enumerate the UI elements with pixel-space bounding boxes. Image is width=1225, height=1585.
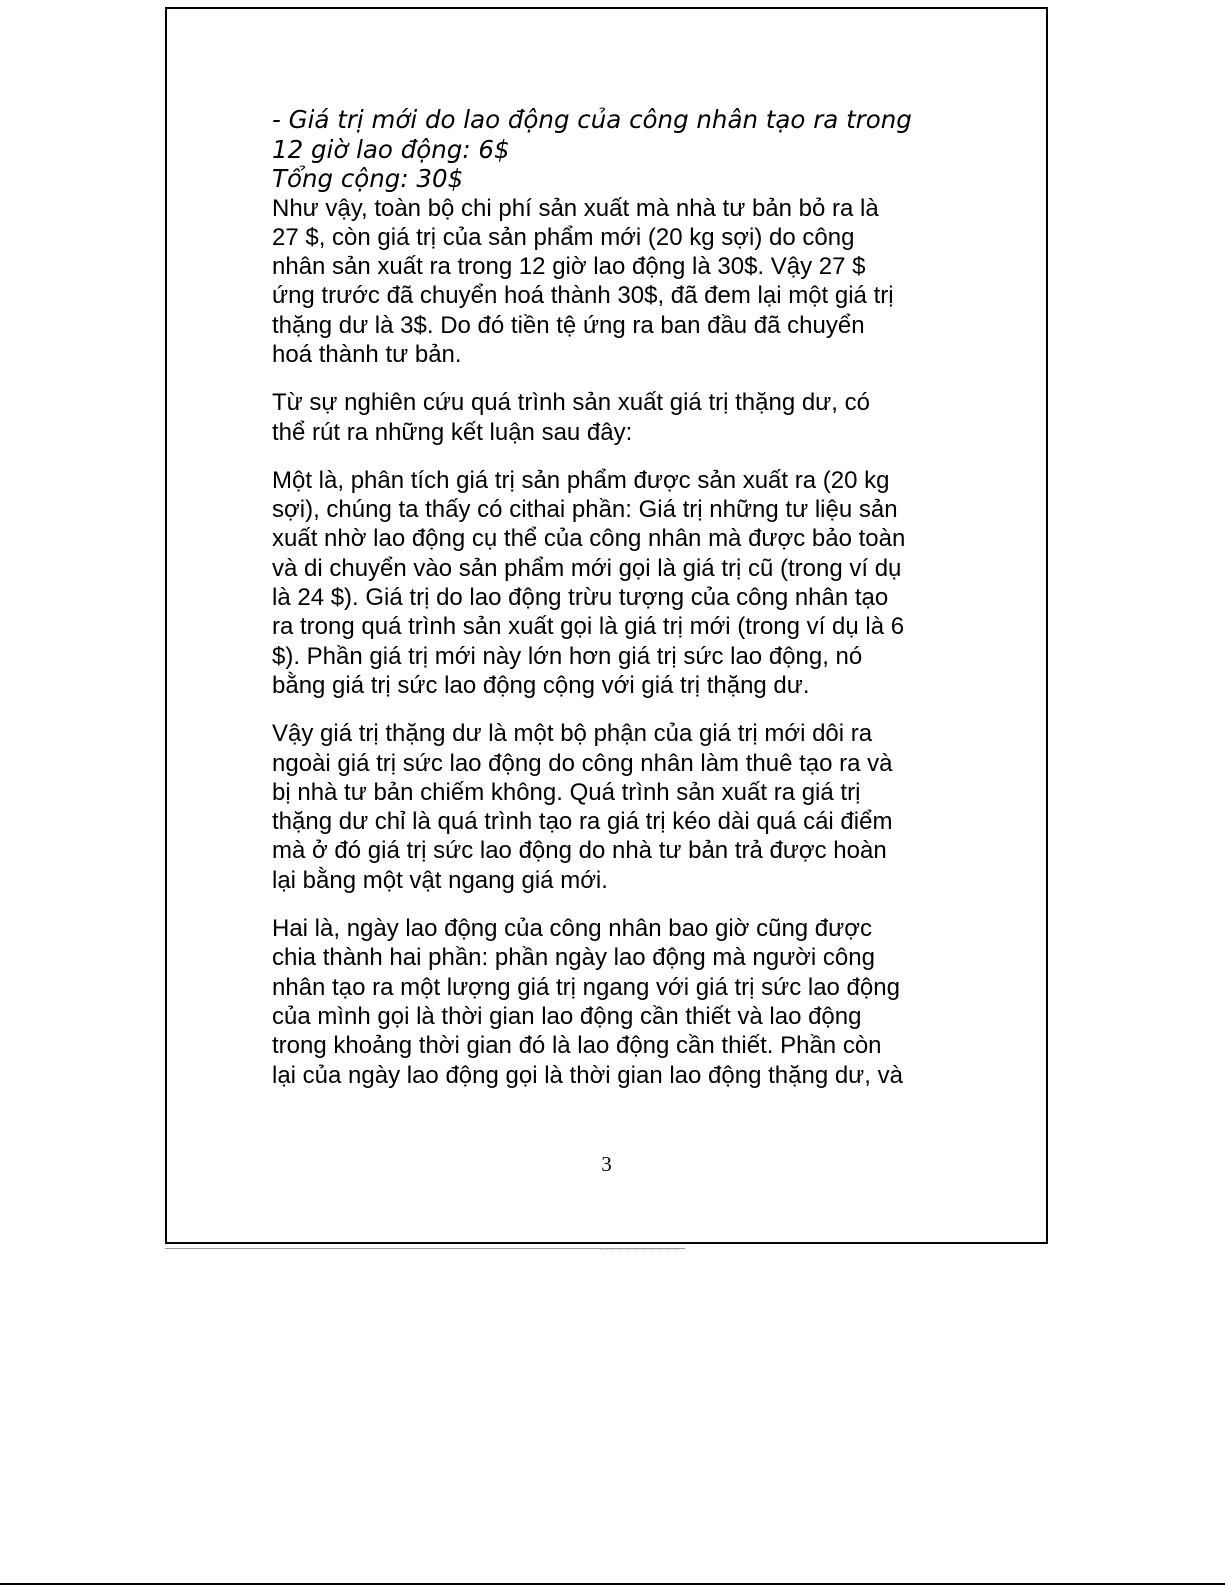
paragraph [272, 719, 962, 895]
text-line: $). Phần giá trị mới này lớn hơn giá trị sức lao động, nó [272, 642, 863, 670]
text-line: ứng trước đã chuyển hoá thành 30$, đã đem lại một giá trị [272, 282, 894, 310]
italic-line: Tổng cộng: 30$ [272, 164, 464, 193]
text-line: Từ sự nghiên cứu quá trình sản xuất giá trị thặng dư, có [272, 389, 870, 417]
text-line: Vậy giá trị thặng dư là một bộ phận của giá trị mới dôi ra [272, 720, 873, 748]
text-line: xuất nhờ lao động cụ thể của công nhân mà được bảo toàn [272, 525, 906, 553]
document-page [165, 7, 1048, 1244]
text-line: của mình gọi là thời gian lao động cần thiết và lao động [272, 1002, 862, 1030]
text-line: bằng giá trị sức lao động cộng với giá trị thặng dư. [272, 671, 810, 699]
text-line: Hai là, ngày lao động của công nhân bao giờ cũng được [272, 915, 872, 943]
text-line: thể rút ra những kết luận sau đây: [272, 418, 633, 446]
text-line: chia thành hai phần: phần ngày lao động mà người công [272, 944, 875, 972]
paragraph [272, 914, 962, 1090]
page-content [272, 105, 962, 1109]
italic-line: 12 giờ lao động: 6$ [272, 134, 510, 164]
text-line: Như vậy, toàn bộ chi phí sản xuất mà nhà tư bản bỏ ra là [272, 194, 879, 222]
text-line: thặng dư là 3$. Do đó tiền tệ ứng ra ban đầu đã chuyển [272, 311, 865, 339]
text-line: bị nhà tư bản chiếm không. Quá trình sản xuất ra giá trị [272, 778, 861, 806]
text-line: trong khoảng thời gian đó là lao động cần thiết. Phần còn [272, 1032, 882, 1060]
text-line: hoá thành tư bản. [272, 340, 462, 368]
text-line: sợi), chúng ta thấy có cithai phần: Giá trị những tư liệu sản [272, 496, 898, 524]
text-line: ngoài giá trị sức lao động do công nhân làm thuê tạo ra và [272, 749, 893, 777]
text-line: nhân sản xuất ra trong 12 giờ lao động là 30$. Vậy 27 $ [272, 253, 866, 281]
italic-line: - Giá trị mới do lao động của công nhân tạo ra trong [272, 105, 912, 134]
text-line: thặng dư chỉ là quá trình tạo ra giá trị kéo dài quá cái điểm [272, 808, 893, 836]
text-line: mà ở đó giá trị sức lao động do nhà tư bản trả được hoàn [272, 837, 887, 865]
text-line: 27 $, còn giá trị của sản phẩm mới (20 kg sợi) do công [272, 223, 855, 251]
paragraph [272, 194, 962, 370]
page-number: 3 [601, 1152, 612, 1176]
paragraph [272, 388, 962, 447]
text-line: là 24 $). Giá trị do lao động trừu tượng của công nhân tạo [272, 584, 889, 612]
text-line: lại của ngày lao động gọi là thời gian lao động thặng dư, và [272, 1061, 903, 1089]
text-line: lại bằng một vật ngang giá mới. [272, 866, 608, 894]
text-line: ra trong quá trình sản xuất gọi là giá trị mới (trong ví dụ là 6 [272, 613, 905, 641]
paragraph [272, 466, 962, 700]
page-bottom-dots [600, 1249, 680, 1250]
text-line: nhân tạo ra một lượng giá trị ngang với giá trị sức lao động [272, 973, 900, 1001]
text-line: và di chuyển vào sản phẩm mới gọi là giá trị cũ (trong ví dụ [272, 554, 902, 582]
text-line: Một là, phân tích giá trị sản phẩm được sản xuất ra (20 kg [272, 466, 890, 494]
